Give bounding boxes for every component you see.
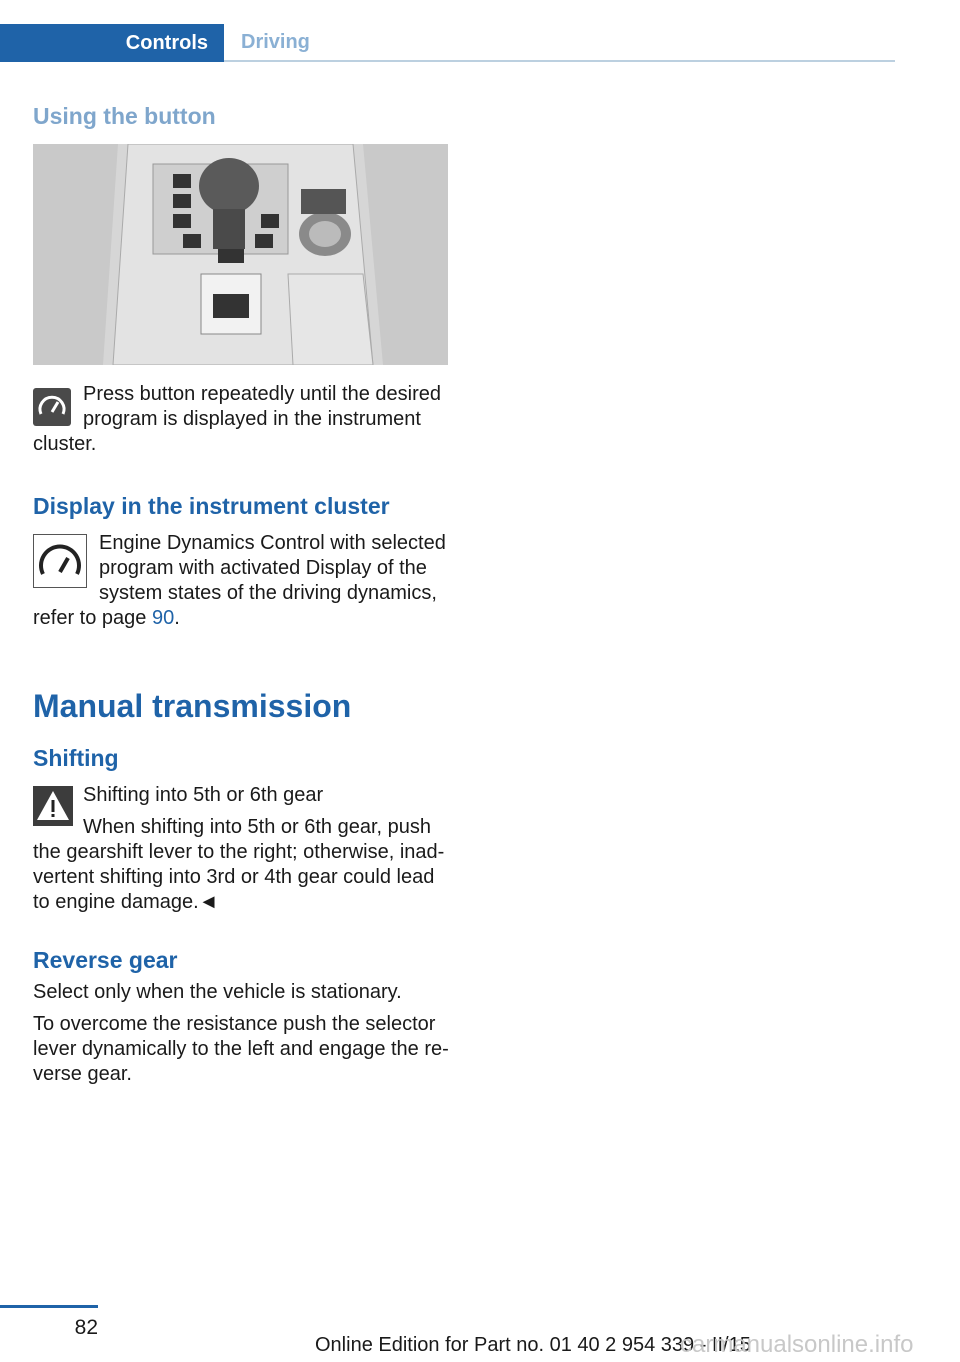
warning-line1: When shifting into 5th or 6th gear, push [83,816,431,838]
tab-driving[interactable]: Driving [241,30,310,53]
using-text-line2: program is displayed in the instrument [83,408,421,430]
edition-info: Online Edition for Part no. 01 40 2 954 339 - II/15 [315,1334,751,1356]
display-text-line2: program with activated Display of the [99,557,427,579]
display-text-line1: Engine Dynamics Control with selected [99,532,446,554]
display-ref-suffix: . [174,607,180,629]
using-text-line1: Press button repeatedly until the desired [83,383,441,405]
section-title-display: Display in the instrument cluster [33,493,390,519]
warning-line2: the gearshift lever to the right; otherwise, inad- [33,841,445,863]
section-title-shifting: Shifting [33,745,119,771]
display-ref-prefix: refer to page [33,607,152,629]
display-text-line3: system states of the driving dynamics, [99,582,437,604]
section-title-reverse-gear: Reverse gear [33,947,178,973]
chapter-header [0,24,895,62]
section-title-using-button: Using the button [33,103,216,129]
reverse-text-p2-line3: verse gear. [33,1063,132,1085]
tab-controls[interactable]: Controls [0,24,224,62]
center-console-illustration [33,144,448,365]
page-number: 82 [74,1316,98,1339]
section-title-manual-transmission: Manual transmission [33,688,352,724]
footer-rule [0,1305,98,1308]
warning-line3: vertent shifting into 3rd or 4th gear could lead [33,866,435,888]
warning-heading: Shifting into 5th or 6th gear [83,784,324,806]
reverse-text-p2-line1: To overcome the resistance push the selector [33,1013,436,1035]
center-console-figure [33,144,448,365]
speedometer-icon [33,534,87,593]
edc-button-icon [33,388,71,431]
page-90-link[interactable]: 90 [151,607,175,629]
using-text-line3: cluster. [33,433,97,455]
warning-line4: to engine damage.◄ [33,891,219,913]
warning-icon [33,786,73,831]
watermark: carmanualsonline.info [680,1331,914,1358]
display-text-line4 [33,606,449,631]
reverse-text-p2-line2: lever dynamically to the left and engage the re- [33,1038,449,1060]
reverse-text-p1: Select only when the vehicle is stationary. [33,981,402,1003]
